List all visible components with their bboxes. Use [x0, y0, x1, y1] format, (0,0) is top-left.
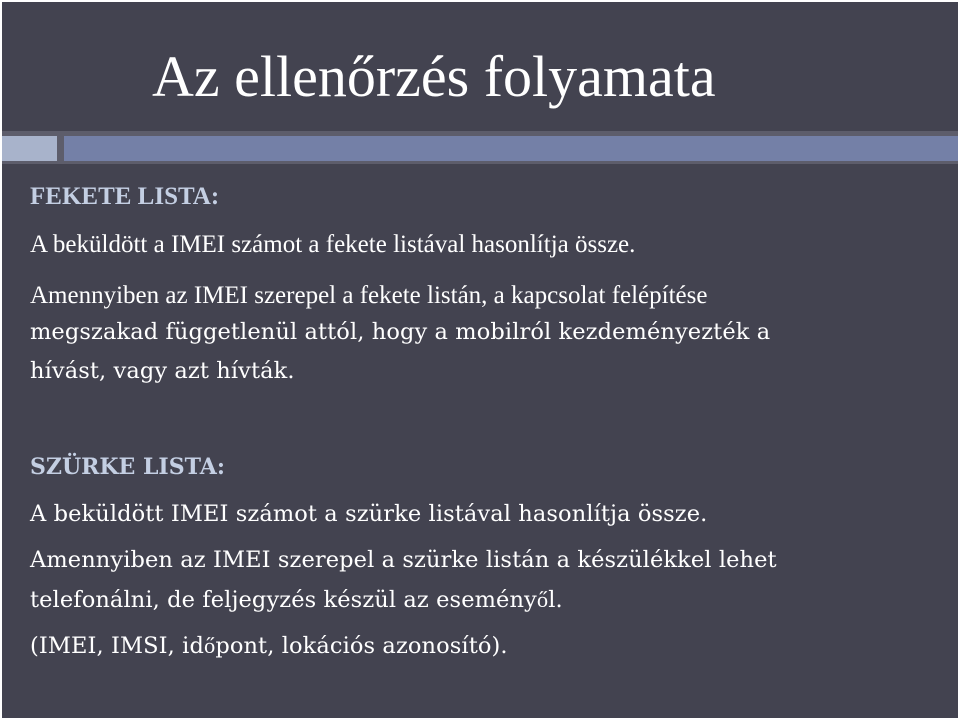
fekete-line-4: hívást, vagy azt hívták. — [30, 358, 295, 384]
accent-bar-right — [64, 136, 958, 161]
szurke-line-3-mark: ő — [536, 587, 549, 612]
fekete-line-1: A beküldött a IMEI számot a fekete listával hasonlítja össze. — [30, 231, 636, 258]
szurke-line-4-end: pont, lokációs azonosító). — [215, 633, 508, 659]
fekete-line-3: megszakad függetlenül attól, hogy a mobilról kezdeményezték a — [30, 319, 771, 345]
szurke-line-3-end: l. — [548, 587, 563, 613]
accent-bar-left — [2, 136, 57, 161]
section-heading-fekete-lista: FEKETE LISTA: — [30, 183, 220, 210]
szurke-line-4-mark: ő — [203, 633, 216, 658]
slide-title: Az ellenőrzés folyamata — [152, 44, 716, 109]
szurke-line-4 — [30, 633, 508, 659]
section-heading-szurke-lista: SZÜRKE LISTA: — [30, 454, 225, 480]
szurke-line-1: A beküldött IMEI számot a szürke listával hasonlítja össze. — [30, 501, 708, 527]
szurke-line-3 — [30, 587, 563, 613]
szurke-line-3-text: telefonálni, de feljegyzés készül az esemény — [30, 587, 537, 613]
szurke-line-2: Amennyiben az IMEI szerepel a szürke listán a készülékkel lehet — [30, 547, 777, 573]
fekete-line-2: Amennyiben az IMEI szerepel a fekete listán, a kapcsolat felépítése — [30, 282, 708, 309]
slide — [2, 2, 958, 718]
szurke-line-4-text: (IMEI, IMSI, id — [30, 633, 204, 659]
